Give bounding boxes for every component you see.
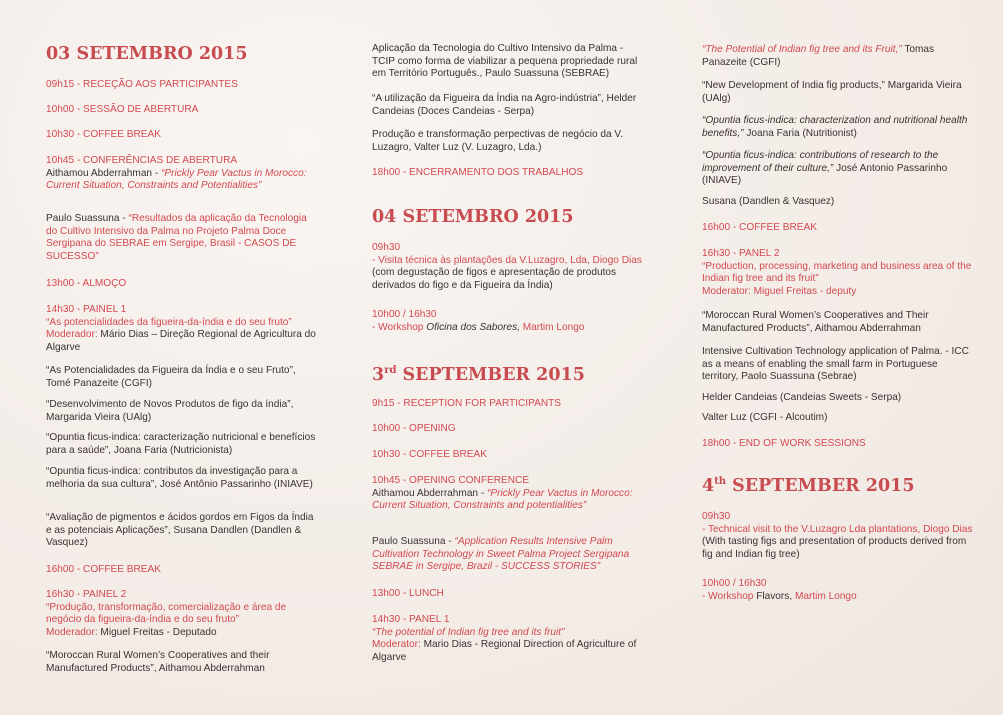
moderator-label: Moderator: [702, 285, 754, 297]
schedule-time: 14h30 - PANEL 1 [372, 614, 450, 625]
visit-title: - Visita técnica às plantações da V.Luzagro, Lda, Diogo Dias [372, 254, 642, 266]
schedule-time: 10h45 - OPENING CONFERENCE [372, 475, 530, 486]
speaker: Aithamou Abderrahman - [46, 167, 162, 179]
talk-title: “Opuntia ficus-indica: characterization and nutritional health benefits,” [702, 115, 968, 139]
schedule-time: 10h00 / 16h30 [372, 309, 437, 320]
talk-title: “Opuntia ficus-indica: contributions of research to the improvement of their culture,” [702, 150, 939, 174]
workshop-prefix: - Workshop [372, 321, 427, 333]
schedule-block [372, 475, 644, 513]
day-heading-3rd-september: 3rd SEPTEMBER 2015 [372, 365, 585, 385]
schedule-block [702, 511, 974, 561]
schedule-block [702, 578, 974, 603]
schedule-time: 16h30 - PAINEL 2 [46, 589, 127, 600]
schedule-item: 16h00 - COFFEE BREAK [702, 222, 817, 233]
panel-title: “Production, processing, marketing and business area of the Indian fig tree and its fruit” [702, 260, 972, 285]
talk-entry: Produção e transformação perpectivas de negócio da V. Luzagro, Valter Luz (V. Luzagro, Lda.) [372, 129, 624, 153]
moderator-name: Mário Dias – Direção Regional de Agricultura do Algarve [46, 329, 316, 353]
talk-entry: Aplicação da Tecnologia do Cultivo Intensivo da Palma - TCIP como forma de viabilizar a pequena propriedade rural em Território Português., Paulo Suassuna (SEBRAE) [372, 43, 638, 80]
schedule-block [46, 589, 318, 639]
moderator-label: Moderador: [46, 329, 101, 341]
speaker: Aithamou Abderrahman [812, 322, 921, 334]
schedule-time: 09h30 [372, 242, 401, 253]
workshop-place: Martim Longo [519, 321, 585, 333]
visit-detail: (com degustação de figos e apresentação de produtos derivados do figo e da Figueira da Índia) [372, 267, 617, 291]
schedule-block [372, 536, 644, 574]
workshop-place: Martim Longo [792, 590, 857, 602]
schedule-block [372, 614, 644, 664]
talk-entry: Susana (Dandlen & Vasquez) [702, 196, 835, 207]
schedule-block [46, 304, 318, 354]
talk-entry [702, 44, 974, 69]
schedule-block [372, 242, 644, 292]
workshop-name: Flavors, [756, 590, 793, 602]
schedule-time: 09h30 [702, 511, 731, 522]
schedule-item: 18h00 - END OF WORK SESSIONS [702, 438, 866, 449]
moderator-name: Miguel Freitas - deputy [753, 285, 857, 297]
talk-entry: “A utilização da Figueira da Índia na Agro-indústria”, Helder Candeias (Doces Candeias - Serpa) [372, 93, 637, 117]
schedule-item: 16h00 - COFFEE BREAK [46, 564, 161, 575]
schedule-item: 10h30 - COFFEE BREAK [372, 449, 487, 460]
moderator-label: Moderador: [46, 626, 101, 638]
talk-entry [702, 115, 974, 140]
speaker: Tomas Panazeite (CGFI) [702, 44, 935, 68]
talk-title: “Prickly Pear Vactus in Morocco: Current Situation, Constraints and potentialities” [372, 487, 633, 512]
schedule-time: 14h30 - PAINEL 1 [46, 304, 127, 315]
talk-entry: “Avaliação de pigmentos e ácidos gordos em Figos da Índia e as potenciais Aplicações”, Susana Dandlen (Dandlen & Vasquez) [46, 512, 314, 549]
schedule-item: 10h00 - OPENING [372, 423, 456, 434]
day-heading-04-setembro: 04 SETEMBRO 2015 [372, 207, 574, 227]
visit-detail: (With tasting figs and presentation of products derived from fig and Indian fig tree) [702, 536, 967, 560]
schedule-block [702, 248, 974, 298]
talk-entry [702, 150, 974, 188]
workshop-name: Oficina dos Sabores, [426, 321, 520, 333]
talk-entry: “New Development of India fig products,” Margarida Vieira (UAlg) [702, 80, 962, 104]
schedule-block [46, 213, 318, 263]
moderator-name: Miguel Freitas - Deputado [100, 626, 217, 638]
talk-title: “Prickly Pear Vactus in Morocco: Current Situation, Constraints and Potentialities” [46, 167, 307, 192]
talk-title: “Application Results Intensive Palm Cultivation Technology in Sweet Palma Project Sergipana SEBRAE in Sergipe, Brazil - SUCCESS STORIES” [372, 536, 630, 573]
talk-entry: Intensive Cultivation Technology application of Palma. - ICC as a means of enabling the small farm in Portuguese territory, Paolo Suassuna (Sebrae) [702, 346, 969, 383]
talk-entry: Valter Luz (CGFI - Alcoutim) [702, 412, 828, 423]
schedule-item: 10h30 - COFFEE BREAK [46, 129, 161, 140]
talk-entry: “As Potencialidades da Figueira da Índia e o seu Fruto”, Tomé Panazeite (CGFI) [46, 365, 296, 389]
talk-title: “The Potential of Indian fig tree and its Fruit,” [702, 44, 902, 55]
speaker: Paulo Suassuna - [46, 213, 129, 224]
schedule-item: 13h00 - ALMOÇO [46, 278, 127, 289]
visit-title: - Technical visit to the V.Luzagro Lda plantations, Diogo Dias [702, 523, 973, 535]
schedule-time: 10h45 - CONFERÊNCIAS DE ABERTURA [46, 155, 238, 166]
speaker: José Antonio Passarinho (INIAVE) [702, 162, 948, 187]
schedule-item: 9h15 - RECEPTION FOR PARTICIPANTS [372, 398, 562, 409]
workshop-prefix: - Workshop [702, 590, 757, 602]
talk-entry: “Opuntia ficus-indica: caracterização nutricional e benefícios para a saúde”, Joana Faria (Nutricionista) [46, 432, 316, 456]
schedule-time: 16h30 - PANEL 2 [702, 248, 780, 259]
panel-title: “As potencialidades da figueira-da-índia e do seu fruto” [46, 316, 292, 328]
speaker: Aithamou Abderrahman - [372, 487, 488, 499]
schedule-block [372, 309, 644, 334]
talk-entry: “Opuntia ficus-indica: contributos da investigação para a melhoria da sua cultura”, José Antônio Passarinho (INIAVE) [46, 466, 313, 490]
moderator-name: Mario Dias - Regional Direction of Agriculture of Algarve [372, 639, 637, 663]
talk-entry [702, 310, 974, 335]
schedule-item: 13h00 - LUNCH [372, 588, 444, 599]
schedule-time: 10h00 / 16h30 [702, 578, 767, 589]
schedule-item: 09h15 - RECEÇÃO AOS PARTICIPANTES [46, 79, 238, 90]
talk-title: “Resultados da aplicação da Tecnologia do Cultivo Intensivo da Palma no Projeto Palma Doce Sergipana do SEBRAE em Sergipe, Brasil - CASOS DE SUCESSO” [46, 213, 307, 262]
speaker: Paulo Suassuna - [372, 536, 455, 547]
day-heading-03-setembro: 03 SETEMBRO 2015 [46, 44, 248, 64]
talk-entry: “Moroccan Rural Women’s Cooperatives and their Manufactured Products”, Aithamou Abderrahman [46, 650, 270, 674]
talk-entry: “Desenvolvimento de Novos Produtos de figo da índia”, Margarida Vieira (UAlg) [46, 399, 294, 423]
moderator-label: Moderator: [372, 639, 424, 651]
schedule-item: 10h00 - SESSÃO DE ABERTURA [46, 104, 199, 115]
schedule-item: 18h00 - ENCERRAMENTO DOS TRABALHOS [372, 167, 584, 178]
day-heading-4th-september: 4th SEPTEMBER 2015 [702, 476, 915, 496]
schedule-block [46, 155, 318, 193]
talk-title: “Moroccan Rural Women’s Cooperatives and Their Manufactured Products”, [702, 310, 929, 334]
talk-entry: Helder Candeias (Candeias Sweets - Serpa) [702, 392, 902, 403]
speaker: Joana Faria (Nutritionist) [743, 127, 857, 139]
panel-title: “The potential of Indian fig tree and its fruit” [372, 626, 565, 638]
panel-title: “Produção, transformação, comercialização e área de negócio da figueira-da-índia e do seu fruto” [46, 601, 287, 626]
